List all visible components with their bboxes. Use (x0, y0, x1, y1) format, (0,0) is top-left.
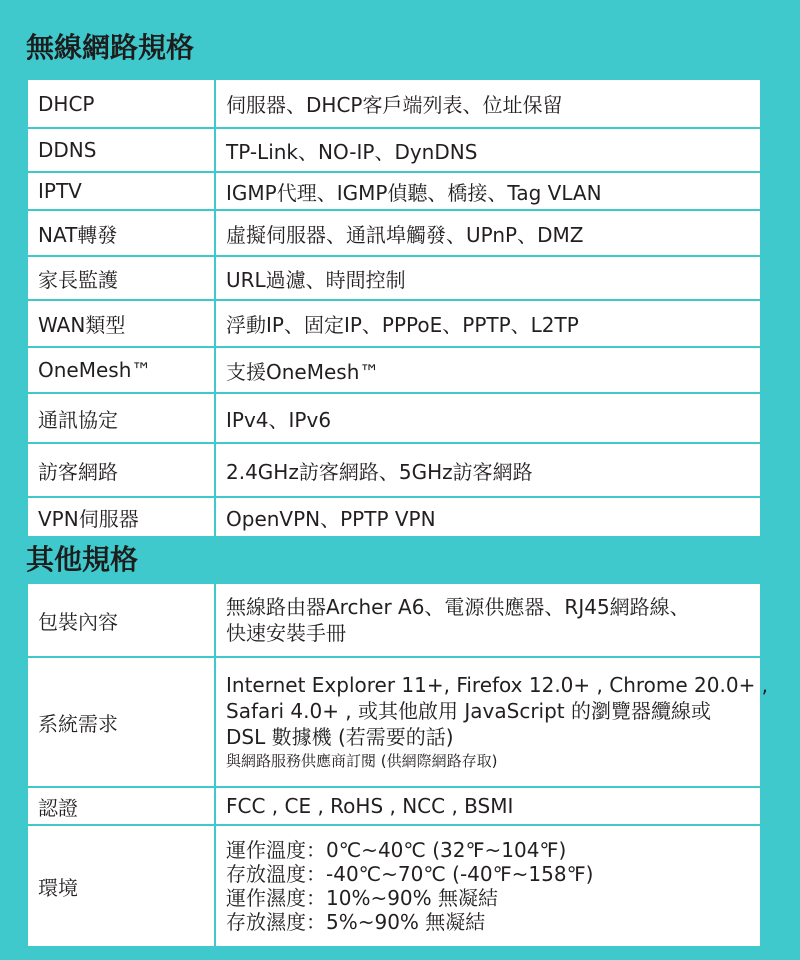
table-row (28, 826, 760, 946)
value-line: 無線路由器Archer A6、電源供應器、RJ45網路線、 (226, 595, 690, 619)
table-row (28, 129, 760, 173)
value-line: 運作濕度：10%~90% 無凝結 (226, 886, 499, 910)
row-label: 包裝內容 (28, 584, 216, 656)
value-line: 快速安裝手冊 (226, 621, 346, 645)
row-value: 支援OneMesh™ (226, 359, 380, 384)
section-title-other: 其他規格 (26, 543, 139, 576)
section-title-wireless: 無線網路規格 (26, 31, 195, 64)
row-value: 2.4GHz訪客網路、5GHz訪客網路 (226, 459, 533, 484)
row-value (216, 658, 768, 786)
table-row (28, 444, 760, 498)
value-note: 與網路服務供應商訂閱 (供網際網路存取) (226, 752, 498, 770)
value-line: DSL 數據機 (若需要的話) (226, 725, 454, 749)
row-label: VPN伺服器 (28, 498, 216, 536)
row-value: URL過濾、時間控制 (226, 267, 406, 292)
row-value: IGMP代理、IGMP偵聽、橋接、Tag VLAN (226, 180, 602, 205)
row-label: 環境 (28, 826, 216, 946)
other-spec-table (26, 582, 769, 948)
row-value (216, 584, 760, 656)
row-value: 浮動IP、固定IP、PPPoE、PPTP、L2TP (226, 313, 579, 337)
row-label: 系統需求 (28, 658, 216, 786)
table-row (28, 348, 760, 394)
value-line: Safari 4.0+ , 或其他啟用 JavaScript 的瀏覽器纜線或 (226, 699, 711, 723)
value-line: 存放溫度：-40℃~70℃ (-40℉~158℉) (226, 862, 594, 886)
table-row (28, 394, 760, 444)
row-value: IPv4、IPv6 (226, 407, 332, 432)
table-row (28, 211, 760, 257)
table-row (28, 498, 760, 536)
row-value: 虛擬伺服器、通訊埠觸發、UPnP、DMZ (226, 222, 584, 247)
table-row (28, 80, 760, 129)
row-value: FCC , CE , RoHS , NCC , BSMI (226, 794, 514, 818)
table-row (28, 301, 760, 348)
row-label: 訪客網路 (28, 444, 216, 496)
row-value: 伺服器、DHCP客戶端列表、位址保留 (226, 93, 563, 117)
row-label: 通訊協定 (28, 394, 216, 442)
row-label: DDNS (28, 129, 216, 171)
row-label: 認證 (28, 788, 216, 824)
row-label: WAN類型 (28, 301, 216, 346)
wireless-spec-table (26, 78, 762, 538)
row-value: TP-Link、NO-IP、DynDNS (226, 139, 478, 164)
table-row (28, 658, 769, 788)
table-row (28, 173, 760, 211)
row-label: NAT轉發 (28, 211, 216, 255)
row-label: DHCP (28, 80, 216, 127)
value-line: Internet Explorer 11+, Firefox 12.0+ , Chrome 20.0+ , (226, 673, 769, 697)
table-row (28, 584, 760, 658)
row-label: OneMesh™ (28, 348, 216, 392)
row-label: IPTV (28, 173, 216, 209)
value-line: 存放濕度：5%~90% 無凝結 (226, 910, 486, 934)
row-label: 家長監護 (28, 257, 216, 299)
table-row (28, 257, 760, 301)
table-row (28, 788, 760, 826)
row-value (216, 826, 760, 946)
row-value: OpenVPN、PPTP VPN (226, 506, 436, 531)
value-line: 運作溫度：0℃~40℃ (32℉~104℉) (226, 838, 567, 862)
